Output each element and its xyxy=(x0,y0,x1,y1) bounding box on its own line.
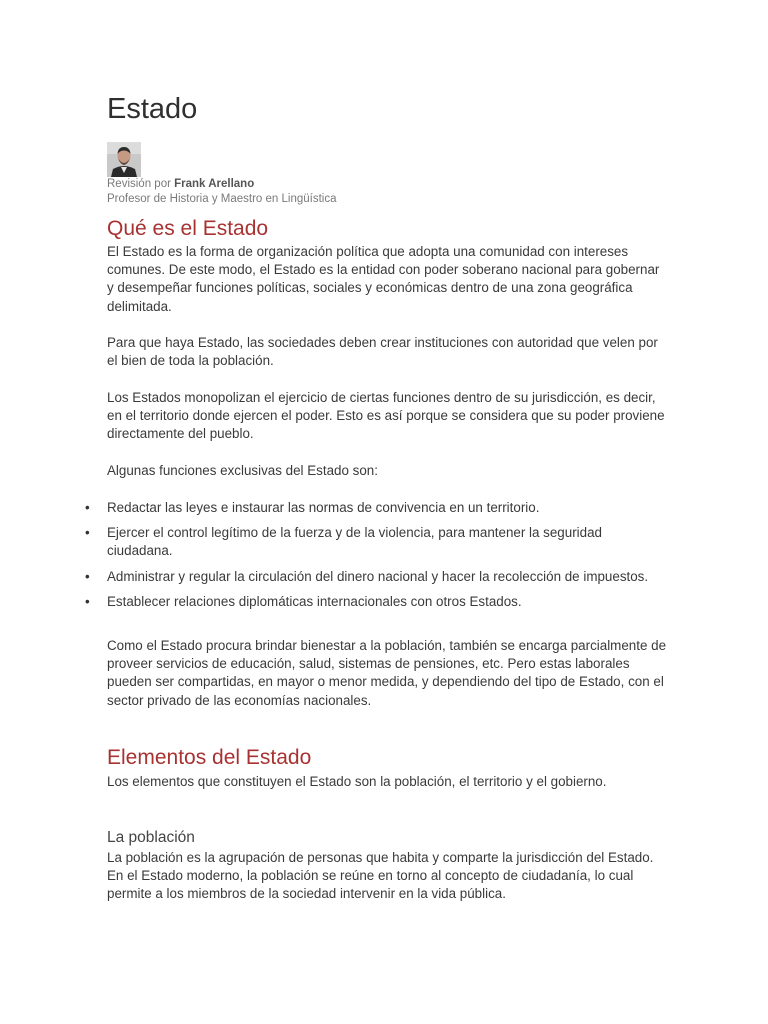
list-item xyxy=(85,524,667,560)
list-item-text: Establecer relaciones diplomáticas internacionales con otros Estados. xyxy=(107,593,522,609)
list-item xyxy=(85,593,667,611)
paragraph: La población es la agrupación de personas que habita y comparte la jurisdicción del Estado. En el Estado moderno, la población se reúne en torno al concepto de ciudadanía, lo cual permite a los miembros de la sociedad intervenir en la vida pública. xyxy=(107,850,654,902)
paragraph: Los elementos que constituyen el Estado son la población, el territorio y el gobierno. xyxy=(107,774,607,789)
paragraph: Algunas funciones exclusivas del Estado son: xyxy=(107,463,378,478)
bullet-icon: • xyxy=(85,593,90,609)
list-item-text: Ejercer el control legítimo de la fuerza y de la violencia, para mantener la seguridad ciudadana. xyxy=(107,525,602,559)
author-role: Profesor de Historia y Maestro en Lingüística xyxy=(107,193,337,205)
author-name[interactable]: Frank Arellano xyxy=(174,178,255,190)
section-heading-elementos: Elementos del Estado xyxy=(107,746,312,769)
bullet-icon: • xyxy=(85,568,90,584)
paragraph: El Estado es la forma de organización política que adopta una comunidad con intereses comunes. De este modo, el Estado es la entidad con poder soberano nacional para gobernar y desempeñar funciones políticas, sociales y económicas dentro de una zona geográfica delimitada. xyxy=(107,244,660,314)
section-heading-que-es: Qué es el Estado xyxy=(107,217,269,240)
review-prefix: Revisión por xyxy=(107,178,171,190)
review-line xyxy=(107,177,336,192)
list-item xyxy=(85,568,667,586)
list-item-text: Administrar y regular la circulación del dinero nacional y hacer la recolección de impuestos. xyxy=(107,568,649,584)
author-avatar xyxy=(107,142,141,177)
bullet-icon: • xyxy=(85,500,90,515)
list-item xyxy=(85,499,667,517)
subsection-heading-poblacion: La población xyxy=(107,829,195,846)
list-item-text: Redactar las leyes e instaurar las normas de convivencia en un territorio. xyxy=(107,500,540,515)
page-title: Estado xyxy=(107,93,198,125)
paragraph: Para que haya Estado, las sociedades deben crear instituciones con autoridad que velen por el bien de toda la población. xyxy=(107,335,658,369)
author-photo xyxy=(107,142,141,177)
bullet-icon: • xyxy=(85,525,90,541)
paragraph: Como el Estado procura brindar bienestar a la población, también se encarga parcialmente de proveer servicios de educación, salud, sistemas de pensiones, etc. Pero estas laborales pueden ser compartidas, en mayor o menor medida, y dependiendo del tipo de Estado, con el sector privado de las economías nacionales. xyxy=(107,638,667,708)
functions-list xyxy=(85,499,667,618)
byline xyxy=(107,177,336,207)
paragraph: Los Estados monopolizan el ejercicio de ciertas funciones dentro de su jurisdicción, es decir, en el territorio donde ejercen el poder. Esto es así porque se considera que su poder proviene directamente del pueblo. xyxy=(107,390,665,442)
